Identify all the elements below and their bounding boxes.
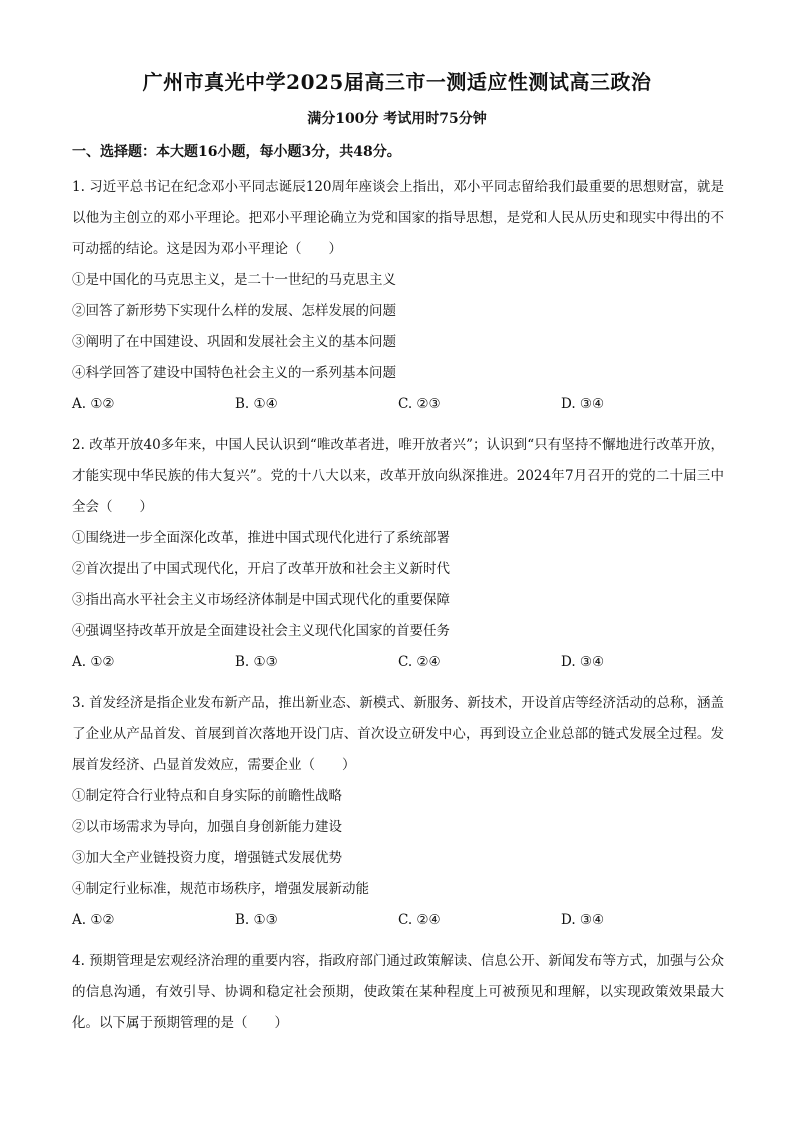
statement-option: ②回答了新形势下实现什么样的发展、怎样发展的问题 [72, 303, 396, 319]
question-2 [72, 430, 724, 678]
statement-option: ④科学回答了建设中国特色社会主义的一系列基本问题 [72, 365, 396, 381]
answer-choices [72, 905, 724, 936]
question-stem: 2. 改革开放40多年来，中国人民认识到“唯改革者进，唯开放者兴”；认识到“只有坚持不懈地进行改革开放，才能实现中华民族的伟大复兴”。党的十八大以来，改革开放向纵深推进。2024年7月召开的党的二十届三中全会（ ） [72, 437, 724, 515]
question-stem: 3. 首发经济是指企业发布新产品，推出新业态、新模式、新服务、新技术，开设首店等经济活动的总称，涵盖了企业从产品首发、首展到首次落地开设门店、首次设立研发中心，再到设立企业总部的链式发展全过程。发展首发经济、凸显首发效应，需要企业（ ） [72, 695, 724, 773]
statement-option: ①制定符合行业特点和自身实际的前瞻性战略 [72, 788, 342, 804]
page-title: 广州市真光中学2025届高三市一测适应性测试高三政治 [142, 70, 652, 94]
statement-option: ③指出高水平社会主义市场经济体制是中国式现代化的重要保障 [72, 592, 450, 608]
statement-option: ①围绕进一步全面深化改革，推进中国式现代化进行了系统部署 [72, 530, 450, 546]
answer-choice-c[interactable]: C. ②④ [398, 654, 441, 670]
answer-choice-d[interactable]: D. ③④ [561, 396, 605, 412]
question-stem: 1. 习近平总书记在纪念邓小平同志诞辰120周年座谈会上指出，邓小平同志留给我们最重要的思想财富，就是以他为主创立的邓小平理论。把邓小平理论确立为党和国家的指导思想，是党和人民从历史和现实中得出的不可动摇的结论。这是因为邓小平理论（ ） [72, 179, 724, 257]
statement-option: ①是中国化的马克思主义，是二十一世纪的马克思主义 [72, 272, 396, 288]
section-heading: 一、选择题：本大题16小题，每小题3分，共48分。 [72, 144, 401, 160]
answer-choice-c[interactable]: C. ②③ [398, 396, 441, 412]
question-4 [72, 946, 724, 1039]
statement-option: ④制定行业标准，规范市场秩序，增强发展新动能 [72, 881, 369, 897]
statement-option: ④强调坚持改革开放是全面建设社会主义现代化国家的首要任务 [72, 623, 450, 639]
question-1 [72, 172, 724, 420]
question-3 [72, 688, 724, 936]
answer-choice-a[interactable]: A. ①② [72, 396, 115, 412]
answer-choice-d[interactable]: D. ③④ [561, 912, 605, 928]
statement-option: ③阐明了在中国建设、巩固和发展社会主义的基本问题 [72, 334, 396, 350]
answer-choice-d[interactable]: D. ③④ [561, 654, 605, 670]
statement-option: ②首次提出了中国式现代化，开启了改革开放和社会主义新时代 [72, 561, 450, 577]
answer-choice-a[interactable]: A. ①② [72, 654, 115, 670]
question-list [72, 172, 724, 1049]
question-stem: 4. 预期管理是宏观经济治理的重要内容，指政府部门通过政策解读、信息公开、新闻发布等方式，加强与公众的信息沟通，有效引导、协调和稳定社会预期，使政策在某种程度上可被预见和理解，以实现政策效果最大化。以下属于预期管理的是（ ） [72, 953, 724, 1031]
answer-choice-b[interactable]: B. ①④ [235, 396, 278, 412]
answer-choices [72, 647, 724, 678]
answer-choices [72, 389, 724, 420]
answer-choice-b[interactable]: B. ①③ [235, 912, 278, 928]
answer-choice-c[interactable]: C. ②④ [398, 912, 441, 928]
statement-option: ②以市场需求为导向，加强自身创新能力建设 [72, 819, 342, 835]
statement-option: ③加大全产业链投资力度，增强链式发展优势 [72, 850, 342, 866]
answer-choice-a[interactable]: A. ①② [72, 912, 115, 928]
page-subtitle: 满分100分 考试用时75分钟 [307, 111, 487, 127]
answer-choice-b[interactable]: B. ①③ [235, 654, 278, 670]
